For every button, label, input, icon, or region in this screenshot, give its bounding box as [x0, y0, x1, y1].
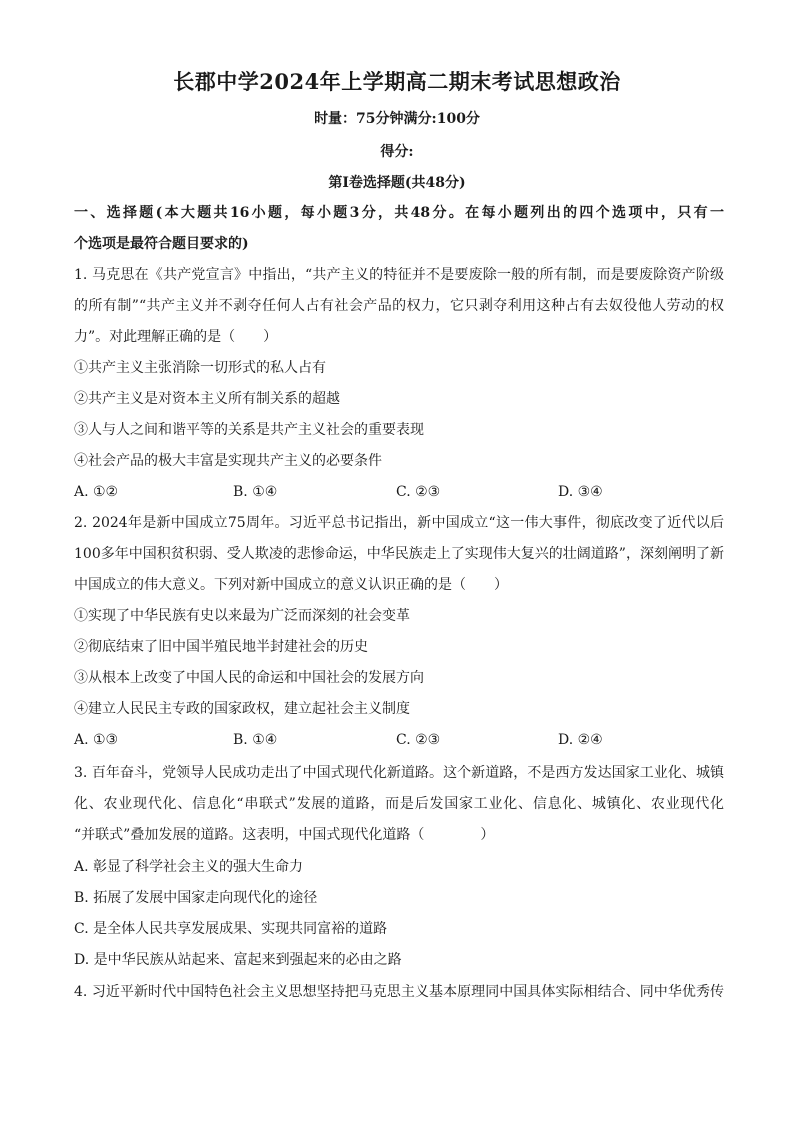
- q3-option-d[interactable]: D. 是中华民族从站起来、富起来到强起来的必由之路: [74, 952, 402, 968]
- q2-option-d[interactable]: D. ②④: [558, 732, 603, 748]
- q2-stem-line-3: 中国成立的伟大意义。下列对新中国成立的意义认识正确的是（ ）: [74, 577, 508, 593]
- q2-option-b[interactable]: B. ①④: [233, 732, 278, 748]
- q1-option-c[interactable]: C. ②③: [396, 484, 441, 500]
- q2-stem-line-2: 100多年中国积贫积弱、受人欺凌的悲惨命运，中华民族走上了实现伟大复兴的壮阔道路”，深刻阐明了新: [74, 546, 724, 562]
- q3-option-a[interactable]: A. 彰显了科学社会主义的强大生命力: [74, 859, 304, 875]
- q1-statement-4: ④社会产品的极大丰富是实现共产主义的必要条件: [74, 453, 382, 469]
- instructions-line-1: 一、选择题(本大题共16小题，每小题3分，共48分。在每小题列出的四个选项中，只有一: [74, 205, 724, 221]
- q3-stem-line-3: “并联式”叠加发展的道路。这表明，中国式现代化道路（ ）: [74, 827, 495, 843]
- q3-stem-line-2: 化、农业现代化、信息化“串联式”发展的道路，而是后发国家工业化、信息化、城镇化、农业现代化: [74, 796, 724, 812]
- q3-stem-line-1: 3. 百年奋斗，党领导人民成功走出了中国式现代化新道路。这个新道路，不是西方发达国家工业化、城镇: [74, 765, 724, 781]
- q1-stem-line-2: 的所有制”“共产主义并不剥夺任何人占有社会产品的权力，它只剥夺利用这种占有去奴役他人劳动的权: [74, 298, 724, 314]
- q2-stem-line-1: 2. 2024年是新中国成立75周年。习近平总书记指出，新中国成立“这一伟大事件，彻底改变了近代以后: [74, 515, 724, 531]
- score-label: 得分:: [380, 144, 414, 160]
- q2-statement-4: ④建立人民民主专政的国家政权，建立起社会主义制度: [74, 701, 410, 717]
- q1-option-a[interactable]: A. ①②: [74, 484, 119, 500]
- exam-title: 长郡中学2024年上学期高二期末考试思想政治: [173, 69, 621, 94]
- q2-option-a[interactable]: A. ①③: [74, 732, 119, 748]
- q1-option-b[interactable]: B. ①④: [233, 484, 278, 500]
- q3-option-b[interactable]: B. 拓展了发展中国家走向现代化的途径: [74, 890, 318, 906]
- q1-stem-line-3: 力”。对此理解正确的是（ ）: [74, 329, 278, 345]
- instructions-line-2: 个选项是最符合题目要求的): [74, 236, 249, 252]
- q1-option-d[interactable]: D. ③④: [558, 484, 603, 500]
- q1-statement-1: ①共产主义主张消除一切形式的私人占有: [74, 360, 326, 376]
- q1-statement-2: ②共产主义是对资本主义所有制关系的超越: [74, 391, 340, 407]
- q1-stem-line-1: 1. 马克思在《共产党宣言》中指出，“共产主义的特征并不是要废除一般的所有制，而是要废除资产阶级: [74, 267, 724, 283]
- q4-stem-line-1: 4. 习近平新时代中国特色社会主义思想坚持把马克思主义基本原理同中国具体实际相结合、同中华优秀传: [74, 984, 724, 1000]
- q2-statement-2: ②彻底结束了旧中国半殖民地半封建社会的历史: [74, 639, 368, 655]
- q1-statement-3: ③人与人之间和谐平等的关系是共产主义社会的重要表现: [74, 422, 424, 438]
- q3-option-c[interactable]: C. 是全体人民共享发展成果、实现共同富裕的道路: [74, 921, 388, 937]
- q2-option-c[interactable]: C. ②③: [396, 732, 441, 748]
- time-score-line: 时量：75分钟满分:100分: [314, 111, 480, 127]
- q2-statement-1: ①实现了中华民族有史以来最为广泛而深刻的社会变革: [74, 608, 410, 624]
- q2-statement-3: ③从根本上改变了中国人民的命运和中国社会的发展方向: [74, 670, 424, 686]
- section-title: 第Ⅰ卷选择题(共48分): [328, 175, 466, 191]
